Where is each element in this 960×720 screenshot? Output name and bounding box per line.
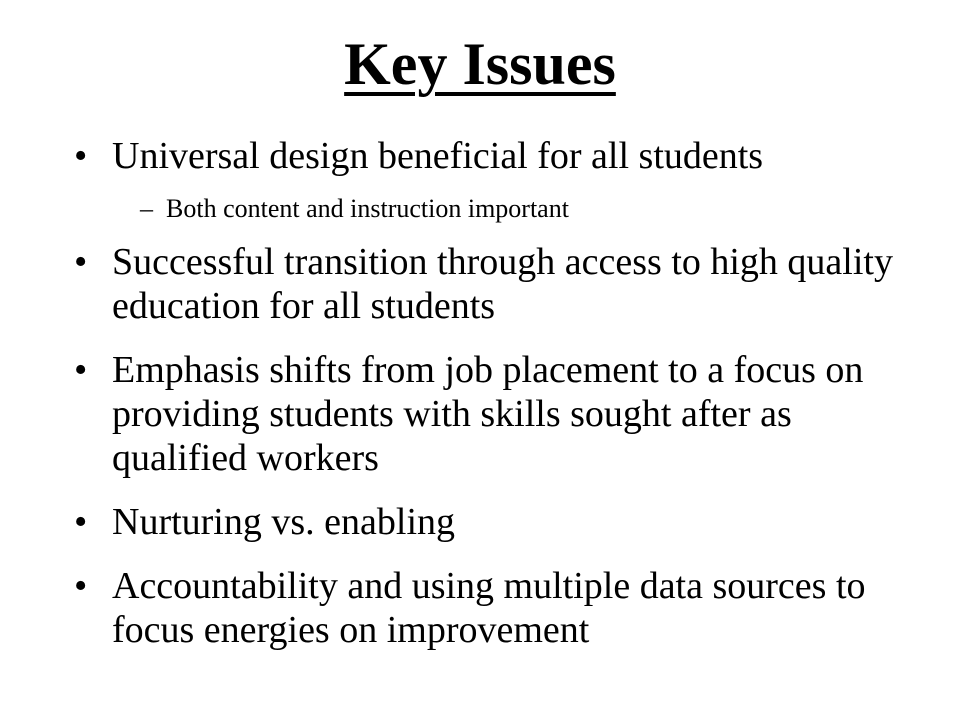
bullet-item-5 (74, 564, 914, 652)
bullet-item-2 (74, 240, 914, 328)
bullet-icon: • (74, 565, 88, 607)
bullet-icon: • (74, 349, 88, 391)
bullet-icon: • (74, 241, 88, 283)
bullet-item-3 (74, 348, 914, 480)
bullet-text: Nurturing vs. enabling (112, 501, 456, 543)
bullet-item-1 (74, 134, 914, 178)
bullet-icon: • (74, 135, 88, 177)
bullet-text: Universal design beneficial for all students (112, 135, 764, 177)
bullet-icon: • (74, 501, 88, 543)
sub-bullet-text: Both content and instruction important (166, 194, 569, 223)
bullet-text: Accountability and using multiple data sources to focus energies on improvement (112, 565, 866, 651)
bullet-text: Successful transition through access to high quality education for all students (112, 241, 893, 327)
dash-icon: – (140, 194, 153, 223)
bullet-list (74, 134, 914, 652)
bullet-item-4 (74, 500, 914, 544)
bullet-text: Emphasis shifts from job placement to a focus on providing students with skills sought after as qualified workers (112, 349, 864, 479)
slide-title: Key Issues (344, 31, 616, 97)
sub-bullet-item-1 (74, 192, 914, 226)
